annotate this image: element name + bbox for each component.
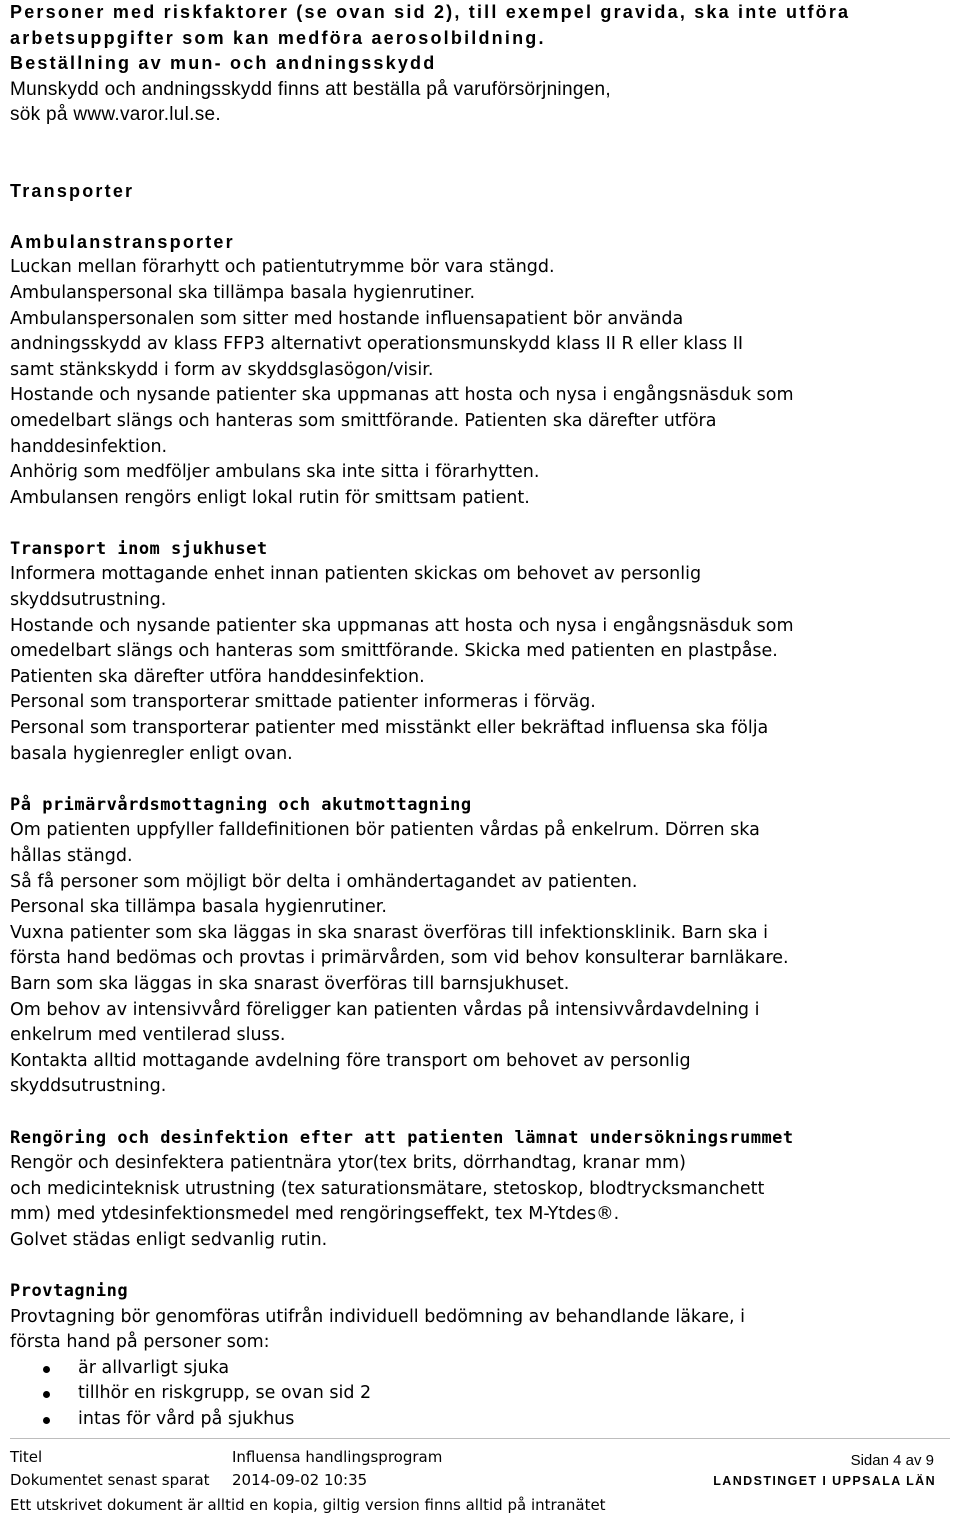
text-line: Om patienten uppfyller falldefinitionen bör patienten vårdas på enkelrum. Dörren ska: [10, 820, 760, 841]
text-line: Så få personer som möjligt bör delta i omhändertagandet av patienten.: [10, 871, 638, 892]
ambulance-heading: Ambulanstransporter: [10, 231, 235, 252]
list-item-text: är allvarligt sjuka: [78, 1357, 230, 1378]
ambulance-text: [10, 255, 950, 511]
intro-line-2: arbetsuppgifter som kan medföra aerosolbildning.: [10, 27, 546, 48]
primary-care-text: [10, 818, 950, 1100]
text-line: Anhörig som medföljer ambulans ska inte sitta i förarhytten.: [10, 462, 540, 483]
page-footer: [10, 1438, 950, 1516]
text-line: Provtagning bör genomföras utifrån individuell bedömning av behandlande läkare, i: [10, 1306, 746, 1327]
document-page: [10, 0, 950, 1433]
text-line: första hand på personer som:: [10, 1332, 270, 1353]
text-line: andningsskydd av klass FFP3 alternativt operationsmunskydd klass II R eller klass II: [10, 334, 744, 355]
text-line: omedelbart slängs och hanteras som smittförande. Skicka med patienten en plastpåse.: [10, 641, 778, 662]
list-item-text: tillhör en riskgrupp, se ovan sid 2: [78, 1383, 372, 1404]
cleaning-text: [10, 1151, 950, 1253]
text-line: Personal ska tillämpa basala hygienrutiner.: [10, 897, 387, 918]
text-line: enkelrum med ventilerad sluss.: [10, 1025, 286, 1046]
text-line: första hand bedömas och provtas i primärvården, som vid behov konsulterar barnläkare.: [10, 948, 789, 969]
ordering-heading: Beställning av mun- och andningsskydd: [10, 53, 437, 74]
footer-brand: LANDSTINGET I UPPSALA LÄN: [713, 1474, 936, 1488]
footer-disclaimer: Ett utskrivet dokument är alltid en kopia, giltig version finns alltid på intranätet: [10, 1496, 606, 1514]
hospital-heading: Transport inom sjukhuset: [10, 538, 268, 559]
footer-saved-label: Dokumentet senast sparat: [10, 1471, 210, 1489]
footer-title-label: Titel: [10, 1448, 43, 1466]
transport-heading: Transporter: [10, 180, 135, 201]
text-line: Hostande och nysande patienter ska uppmanas att hosta och nysa i engångsnäsduk som: [10, 385, 794, 406]
text-line: Ambulanspersonal ska tillämpa basala hygienrutiner.: [10, 282, 476, 303]
footer-saved-value: 2014-09-02 10:35: [232, 1471, 368, 1489]
text-line: skyddsutrustning.: [10, 590, 167, 611]
sampling-heading: Provtagning: [10, 1281, 129, 1302]
text-line: Rengör och desinfektera patientnära ytor(tex brits, dörrhandtag, kranar mm): [10, 1153, 686, 1174]
text-line: Informera mottagande enhet innan patienten skickas om behovet av personlig: [10, 564, 702, 585]
text-line: Golvet städas enligt sedvanlig rutin.: [10, 1229, 328, 1250]
text-line: Ambulansen rengörs enligt lokal rutin för smittsam patient.: [10, 487, 530, 508]
bullet-icon: [43, 1366, 50, 1373]
bullet-icon: [43, 1391, 50, 1398]
footer-page-number: Sidan 4 av 9: [850, 1452, 934, 1469]
text-line: Personal som transporterar patienter med misstänkt eller bekräftad influensa ska följa: [10, 718, 769, 739]
text-line: Barn som ska läggas in ska snarast överföras till barnsjukhuset.: [10, 973, 570, 994]
text-line: Patienten ska därefter utföra handdesinfektion.: [10, 666, 425, 687]
list-item: [10, 1356, 950, 1382]
cleaning-heading: Rengöring och desinfektion efter att patienten lämnat undersökningsrummet: [10, 1127, 794, 1148]
list-item-text: intas för vård på sjukhus: [78, 1409, 295, 1430]
text-line: Om behov av intensivvård föreligger kan patienten vårdas på intensivvårdavdelning i: [10, 999, 760, 1020]
text-line: Hostande och nysande patienter ska uppmanas att hosta och nysa i engångsnäsduk som: [10, 615, 794, 636]
text-line: mm) med ytdesinfektionsmedel med rengöringseffekt, tex M-Ytdes®.: [10, 1204, 620, 1225]
intro-line-1: Personer med riskfaktorer (se ovan sid 2), till exempel gravida, ska inte utföra: [10, 2, 851, 22]
list-item: [10, 1381, 950, 1407]
text-line: basala hygienregler enligt ovan.: [10, 743, 293, 764]
text-line: Vuxna patienter som ska läggas in ska snarast överföras till infektionsklinik. Barn ska i: [10, 922, 769, 943]
footer-title-value: Influensa handlingsprogram: [232, 1448, 443, 1466]
text-line: omedelbart slängs och hanteras som smittförande. Patienten ska därefter utföra: [10, 410, 717, 431]
text-line: Personal som transporterar smittade patienter informeras i förväg.: [10, 692, 596, 713]
text-line: Luckan mellan förarhytt och patientutrymme bör vara stängd.: [10, 257, 555, 278]
text-line: Ambulanspersonalen som sitter med hostande influensapatient bör använda: [10, 308, 684, 329]
sampling-bullet-list: [10, 1356, 950, 1433]
text-line: Kontakta alltid mottagande avdelning före transport om behovet av personlig: [10, 1050, 691, 1071]
primary-care-heading: På primärvårdsmottagning och akutmottagning: [10, 794, 472, 815]
text-line: samt stänkskydd i form av skyddsglasögon/visir.: [10, 359, 434, 380]
text-line: handdesinfektion.: [10, 436, 168, 457]
text-line: och medicinteknisk utrustning (tex saturationsmätare, stetoskop, blodtrycksmanchett: [10, 1178, 765, 1199]
text-line: hållas stängd.: [10, 846, 133, 866]
list-item: [10, 1407, 950, 1433]
hospital-text: [10, 562, 950, 767]
text-line: skyddsutrustning.: [10, 1076, 167, 1097]
ordering-line-2: sök på www.varor.lul.se.: [10, 104, 222, 126]
ordering-line-1: Munskydd och andningsskydd finns att beställa på varuförsörjningen,: [10, 78, 612, 100]
sampling-text: [10, 1305, 950, 1356]
bullet-icon: [43, 1417, 50, 1424]
